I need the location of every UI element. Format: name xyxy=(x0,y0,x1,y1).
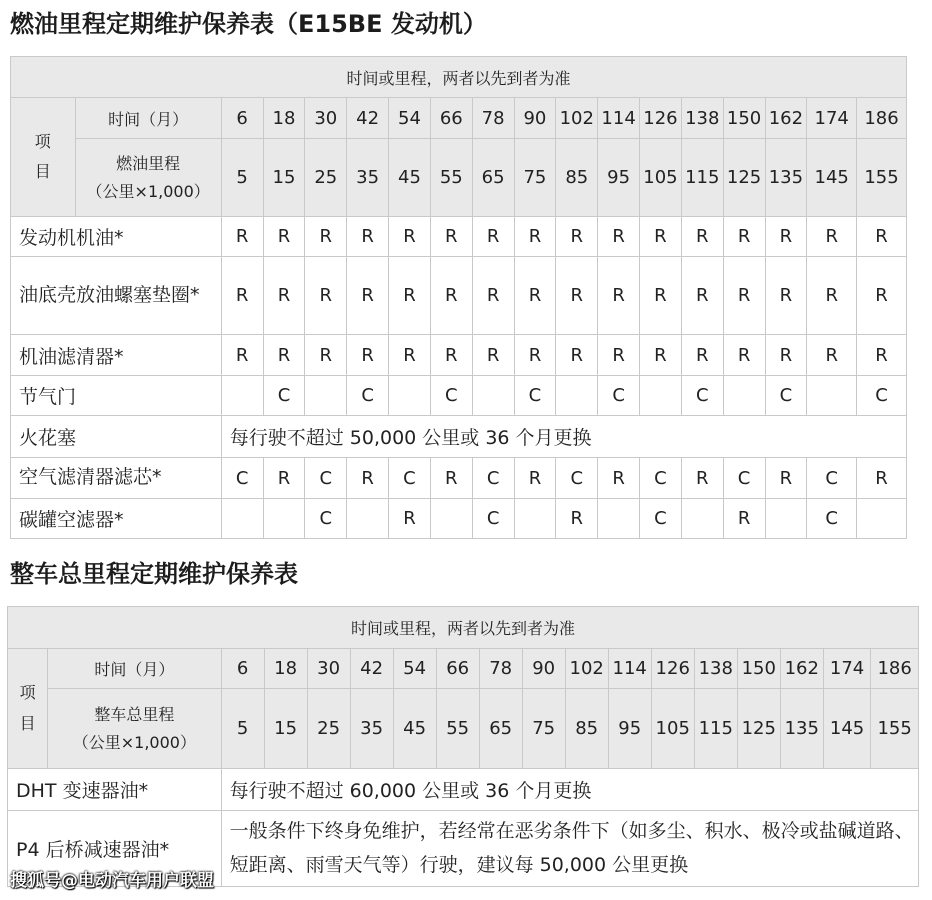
table2-title: 整车总里程定期维护保养表 xyxy=(10,560,298,588)
table2-km-cell: 125 xyxy=(737,689,780,769)
table1-km-cell: 35 xyxy=(347,139,389,217)
maintenance-cell: R xyxy=(472,257,514,335)
maintenance-cell: R xyxy=(640,217,682,257)
maintenance-cell: R xyxy=(347,458,389,499)
table2-month-cell: 42 xyxy=(350,649,393,689)
maintenance-cell: R xyxy=(305,257,347,335)
table1-project-header: 项 目 xyxy=(11,98,76,217)
table1-month-cell: 18 xyxy=(263,98,305,139)
table1-km-cell: 5 xyxy=(221,139,263,217)
table1-km-cell: 55 xyxy=(430,139,472,217)
maintenance-cell: C xyxy=(598,376,640,416)
maintenance-cell: R xyxy=(347,335,389,376)
table1-month-cell: 102 xyxy=(556,98,598,139)
table1-month-cell: 78 xyxy=(472,98,514,139)
table1-caption: 时间或里程，两者以先到者为准 xyxy=(11,57,907,98)
maintenance-cell xyxy=(765,499,807,539)
maintenance-cell: C xyxy=(472,458,514,499)
table1-km-cell: 95 xyxy=(598,139,640,217)
row-item-label: 火花塞 xyxy=(11,416,222,458)
row-item-label: 发动机机油* xyxy=(11,217,222,257)
table2-month-cell: 126 xyxy=(651,649,694,689)
table1-month-cell: 186 xyxy=(857,98,907,139)
table2-km-cell: 95 xyxy=(608,689,651,769)
table1-month-cell: 42 xyxy=(347,98,389,139)
table2-km-cell: 5 xyxy=(221,689,264,769)
maintenance-cell: R xyxy=(514,335,556,376)
maintenance-cell: C xyxy=(556,458,598,499)
table1-time-label: 时间（月） xyxy=(75,98,221,139)
maintenance-cell: R xyxy=(472,335,514,376)
table2-km-cell: 85 xyxy=(565,689,608,769)
maintenance-cell: R xyxy=(681,257,723,335)
table2-month-cell: 30 xyxy=(307,649,350,689)
maintenance-cell: R xyxy=(514,217,556,257)
watermark: 搜狐号@电动汽车用户联盟 xyxy=(10,871,214,891)
row-item-label: 空气滤清器滤芯* xyxy=(11,458,222,499)
maintenance-cell: C xyxy=(389,458,431,499)
row-note: 每行驶不超过 60,000 公里或 36 个月更换 xyxy=(221,769,918,811)
row-item-label: P4 后桥减速器油* xyxy=(8,811,222,887)
maintenance-cell: R xyxy=(723,217,765,257)
maintenance-cell: C xyxy=(723,458,765,499)
maintenance-cell: C xyxy=(305,499,347,539)
maintenance-cell xyxy=(640,376,682,416)
row-item-label: 油底壳放油螺塞垫圈* xyxy=(11,257,222,335)
maintenance-cell: R xyxy=(305,335,347,376)
table-row xyxy=(11,376,907,416)
maintenance-cell: R xyxy=(681,335,723,376)
table2-km-cell: 135 xyxy=(780,689,823,769)
maintenance-cell: R xyxy=(598,217,640,257)
maintenance-cell: R xyxy=(221,257,263,335)
table2-km-cell: 115 xyxy=(694,689,737,769)
maintenance-cell: R xyxy=(347,257,389,335)
maintenance-cell: R xyxy=(389,499,431,539)
row-item-label: 节气门 xyxy=(11,376,222,416)
table1-km-cell: 125 xyxy=(723,139,765,217)
maintenance-cell: R xyxy=(472,217,514,257)
table2-km-cell: 35 xyxy=(350,689,393,769)
table2-km-cell: 65 xyxy=(479,689,522,769)
table1-month-cell: 162 xyxy=(765,98,807,139)
row-item-label: 碳罐空滤器* xyxy=(11,499,222,539)
table2-month-cell: 150 xyxy=(737,649,780,689)
maintenance-cell xyxy=(681,499,723,539)
fuel-mileage-maintenance-table xyxy=(10,56,907,539)
table1-km-cell: 85 xyxy=(556,139,598,217)
maintenance-cell: R xyxy=(807,335,857,376)
table-row xyxy=(11,257,907,335)
maintenance-cell: R xyxy=(556,257,598,335)
maintenance-cell xyxy=(221,376,263,416)
maintenance-cell: R xyxy=(556,499,598,539)
maintenance-cell: R xyxy=(807,257,857,335)
maintenance-cell: R xyxy=(857,335,907,376)
maintenance-cell: R xyxy=(263,217,305,257)
table1-km-cell: 115 xyxy=(681,139,723,217)
maintenance-cell: R xyxy=(640,257,682,335)
table-row xyxy=(11,335,907,376)
table2-month-cell: 162 xyxy=(780,649,823,689)
maintenance-cell: C xyxy=(430,376,472,416)
table1-month-cell: 90 xyxy=(514,98,556,139)
maintenance-cell xyxy=(514,499,556,539)
maintenance-cell xyxy=(263,499,305,539)
row-note: 一般条件下终身免维护，若经常在恶劣条件下（如多尘、积水、极冷或盐碱道路、短距离、雨雪天气等）行驶，建议每 50,000 公里更换 xyxy=(221,811,918,887)
table1-km-cell: 105 xyxy=(640,139,682,217)
table1-km-cell: 155 xyxy=(857,139,907,217)
maintenance-cell: R xyxy=(598,257,640,335)
maintenance-cell: R xyxy=(430,458,472,499)
maintenance-cell: R xyxy=(765,217,807,257)
maintenance-cell xyxy=(389,376,431,416)
table2-time-label: 时间（月） xyxy=(48,649,221,689)
maintenance-cell: R xyxy=(556,335,598,376)
maintenance-cell: R xyxy=(221,335,263,376)
maintenance-cell: R xyxy=(857,257,907,335)
maintenance-cell xyxy=(723,376,765,416)
table2-month-cell: 186 xyxy=(871,649,919,689)
maintenance-cell: R xyxy=(723,257,765,335)
maintenance-cell: C xyxy=(640,499,682,539)
table2-month-cell: 54 xyxy=(393,649,436,689)
table1-km-cell: 65 xyxy=(472,139,514,217)
maintenance-cell xyxy=(305,376,347,416)
maintenance-cell: C xyxy=(640,458,682,499)
table2-km-cell: 45 xyxy=(393,689,436,769)
maintenance-cell: C xyxy=(221,458,263,499)
table2-km-cell: 105 xyxy=(651,689,694,769)
maintenance-cell: R xyxy=(598,335,640,376)
maintenance-cell: R xyxy=(347,217,389,257)
table2-month-cell: 138 xyxy=(694,649,737,689)
maintenance-cell: C xyxy=(681,376,723,416)
table2-project-header: 项 目 xyxy=(8,649,48,769)
maintenance-cell xyxy=(347,499,389,539)
maintenance-cell: C xyxy=(765,376,807,416)
table1-km-cell: 135 xyxy=(765,139,807,217)
maintenance-cell: R xyxy=(514,458,556,499)
maintenance-cell: R xyxy=(857,458,907,499)
maintenance-cell: R xyxy=(263,257,305,335)
table1-km-cell: 15 xyxy=(263,139,305,217)
table2-month-cell: 6 xyxy=(221,649,264,689)
maintenance-cell: R xyxy=(640,335,682,376)
table2-km-cell: 155 xyxy=(871,689,919,769)
table1-month-cell: 54 xyxy=(389,98,431,139)
table-row xyxy=(8,769,919,811)
table2-caption: 时间或里程，两者以先到者为准 xyxy=(8,607,919,649)
table1-month-cell: 6 xyxy=(221,98,263,139)
table2-km-cell: 25 xyxy=(307,689,350,769)
table2-month-cell: 66 xyxy=(436,649,479,689)
maintenance-cell xyxy=(556,376,598,416)
maintenance-cell: R xyxy=(556,217,598,257)
table1-km-cell: 75 xyxy=(514,139,556,217)
maintenance-cell: R xyxy=(389,217,431,257)
table2-month-cell: 90 xyxy=(522,649,565,689)
table1-month-cell: 138 xyxy=(681,98,723,139)
table1-km-cell: 45 xyxy=(389,139,431,217)
maintenance-cell: R xyxy=(389,335,431,376)
maintenance-cell: R xyxy=(857,217,907,257)
maintenance-cell: C xyxy=(305,458,347,499)
maintenance-cell: R xyxy=(430,217,472,257)
maintenance-cell: R xyxy=(598,458,640,499)
table2-month-cell: 114 xyxy=(608,649,651,689)
vehicle-mileage-maintenance-table xyxy=(7,606,919,887)
table1-month-cell: 66 xyxy=(430,98,472,139)
table1-title: 燃油里程定期维护保养表（E15BE 发动机） xyxy=(10,10,487,38)
table2-km-cell: 55 xyxy=(436,689,479,769)
maintenance-cell: C xyxy=(807,499,857,539)
maintenance-cell xyxy=(598,499,640,539)
table2-month-cell: 78 xyxy=(479,649,522,689)
maintenance-cell: C xyxy=(472,499,514,539)
maintenance-cell: R xyxy=(389,257,431,335)
maintenance-cell: R xyxy=(723,499,765,539)
maintenance-cell: R xyxy=(723,335,765,376)
maintenance-cell xyxy=(221,499,263,539)
table2-km-cell: 75 xyxy=(522,689,565,769)
table-row xyxy=(11,458,907,499)
table-row xyxy=(11,217,907,257)
maintenance-cell: R xyxy=(765,335,807,376)
table1-mileage-label: 燃油里程 （公里×1,000） xyxy=(75,139,221,217)
maintenance-cell xyxy=(807,376,857,416)
maintenance-cell xyxy=(430,499,472,539)
table-row xyxy=(11,499,907,539)
maintenance-cell: C xyxy=(263,376,305,416)
maintenance-cell: C xyxy=(807,458,857,499)
maintenance-cell: R xyxy=(221,217,263,257)
table2-km-cell: 145 xyxy=(823,689,871,769)
table1-month-cell: 30 xyxy=(305,98,347,139)
maintenance-cell: R xyxy=(514,257,556,335)
maintenance-cell: R xyxy=(305,217,347,257)
maintenance-cell: R xyxy=(765,257,807,335)
row-item-label: DHT 变速器油* xyxy=(8,769,222,811)
table2-mileage-label: 整车总里程 （公里×1,000） xyxy=(48,689,221,769)
table1-month-cell: 126 xyxy=(640,98,682,139)
table-row xyxy=(11,416,907,458)
maintenance-cell: R xyxy=(430,257,472,335)
row-note: 每行驶不超过 50,000 公里或 36 个月更换 xyxy=(221,416,906,458)
table1-km-cell: 25 xyxy=(305,139,347,217)
row-item-label: 机油滤清器* xyxy=(11,335,222,376)
maintenance-cell: C xyxy=(857,376,907,416)
maintenance-cell: R xyxy=(430,335,472,376)
maintenance-cell xyxy=(472,376,514,416)
table1-month-cell: 114 xyxy=(598,98,640,139)
table2-month-cell: 18 xyxy=(264,649,307,689)
table2-month-cell: 174 xyxy=(823,649,871,689)
maintenance-cell xyxy=(857,499,907,539)
maintenance-cell: R xyxy=(681,217,723,257)
table2-month-cell: 102 xyxy=(565,649,608,689)
maintenance-cell: R xyxy=(263,458,305,499)
table1-month-cell: 174 xyxy=(807,98,857,139)
maintenance-cell: C xyxy=(514,376,556,416)
maintenance-cell: R xyxy=(765,458,807,499)
maintenance-cell: R xyxy=(263,335,305,376)
maintenance-cell: R xyxy=(681,458,723,499)
table1-km-cell: 145 xyxy=(807,139,857,217)
maintenance-cell: C xyxy=(347,376,389,416)
table1-month-cell: 150 xyxy=(723,98,765,139)
maintenance-cell: R xyxy=(807,217,857,257)
table2-km-cell: 15 xyxy=(264,689,307,769)
